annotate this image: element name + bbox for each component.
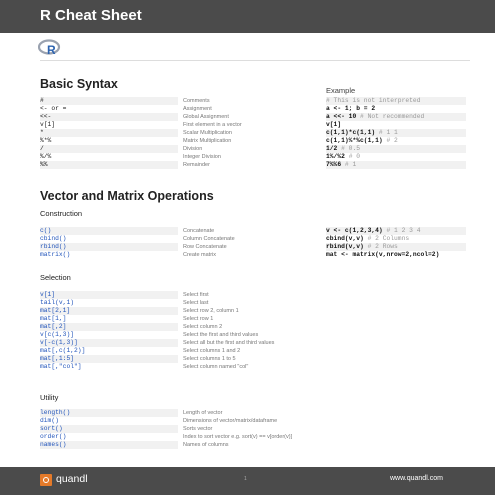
example-code: c(1,1)%*%c(1,1)	[326, 137, 383, 144]
code-description: Select columns 1 and 2	[183, 348, 241, 354]
table-row	[0, 441, 495, 449]
code-example	[326, 227, 420, 235]
code-description: Scalar Multiplication	[183, 130, 232, 136]
code-description: Select row 1	[183, 316, 214, 322]
subsection-title-selection: Selection	[40, 273, 71, 282]
row-shade	[40, 129, 178, 137]
example-code: mat <- matrix(v,nrow=2,ncol=2)	[326, 251, 440, 258]
code-description: First element in a vector	[183, 122, 242, 128]
example-comment: # 1	[344, 161, 357, 168]
code-example	[326, 121, 341, 129]
code-snippet: %%	[40, 161, 48, 168]
code-description: Names of columns	[183, 442, 229, 448]
code-snippet: v[1]	[40, 121, 56, 128]
example-code: cbind(v,v)	[326, 235, 364, 242]
footer-url[interactable]: www.quandl.com	[390, 475, 443, 482]
code-snippet: #	[40, 97, 44, 104]
code-snippet: names()	[40, 441, 67, 448]
code-example	[326, 251, 439, 259]
code-description: Select the first and third values	[183, 332, 259, 338]
table-row	[0, 417, 495, 425]
subsection-title-utility: Utility	[40, 393, 59, 402]
code-description: Dimensions of vector/matrix/dataframe	[183, 418, 278, 424]
table-row	[0, 433, 495, 441]
table-row	[0, 307, 495, 315]
code-example	[326, 137, 398, 145]
page-number: 1	[244, 476, 247, 482]
table-row	[0, 355, 495, 363]
code-description: Select column 2	[183, 324, 223, 330]
r-logo-icon	[38, 39, 62, 57]
code-snippet: v[c(1,3)]	[40, 331, 75, 338]
code-description: Create matrix	[183, 252, 217, 258]
code-snippet: %*%	[40, 137, 52, 144]
code-description: Integer Division	[183, 154, 221, 160]
table-row	[0, 291, 495, 299]
example-code: v <- c(1,2,3,4)	[326, 227, 383, 234]
code-example	[326, 243, 398, 251]
code-snippet: length()	[40, 409, 71, 416]
code-description: Assignment	[183, 106, 212, 112]
code-example	[326, 161, 356, 169]
quandl-logo-icon	[40, 474, 52, 486]
table-row	[0, 153, 495, 161]
code-description: Select columns 1 to 5	[183, 356, 236, 362]
table-row	[0, 363, 495, 371]
example-comment: # 2 Columns	[367, 235, 410, 242]
section-title-basic: Basic Syntax	[40, 77, 118, 91]
code-snippet: <- or =	[40, 105, 67, 112]
table-row	[0, 251, 495, 259]
table-row	[0, 235, 495, 243]
table-row	[0, 409, 495, 417]
example-code: 7%%6	[326, 161, 342, 168]
example-code: c(1,1)*c(1,1)	[326, 129, 376, 136]
code-snippet: c()	[40, 227, 52, 234]
code-description: Length of vector	[183, 410, 223, 416]
row-shade	[40, 417, 178, 425]
footer-brand: quandl	[56, 473, 88, 485]
code-description: Column Concatenate	[183, 236, 235, 242]
code-snippet: <<-	[40, 113, 52, 120]
code-example	[326, 105, 375, 113]
code-description: Select first	[183, 292, 209, 298]
row-shade	[40, 97, 178, 105]
example-code: 1%/%2	[326, 153, 345, 160]
code-snippet: mat[1,]	[40, 315, 67, 322]
example-column-label: Example	[326, 86, 356, 95]
code-description: Matrix Multiplication	[183, 138, 232, 144]
code-snippet: mat[,"col"]	[40, 363, 82, 370]
table-row	[0, 137, 495, 145]
code-description: Select row 2, column 1	[183, 308, 239, 314]
code-description: Select all but the first and third values	[183, 340, 275, 346]
code-snippet: tail(v,1)	[40, 299, 75, 306]
section-title-vector: Vector and Matrix Operations	[40, 189, 214, 203]
table-row	[0, 145, 495, 153]
header-divider	[40, 60, 470, 61]
code-snippet: /	[40, 145, 44, 152]
code-example	[326, 153, 360, 161]
footer-bar	[0, 467, 495, 495]
example-code: 1/2	[326, 145, 338, 152]
code-description: Sorts vector	[183, 426, 213, 432]
row-shade	[40, 113, 178, 121]
row-shade	[326, 121, 466, 129]
code-snippet: mat[,2]	[40, 323, 67, 330]
example-comment: # This is not interpreted	[326, 97, 421, 104]
table-row	[0, 161, 495, 169]
header-bar	[0, 0, 495, 33]
code-example	[326, 235, 409, 243]
row-shade	[40, 137, 178, 145]
table-row	[0, 121, 495, 129]
example-comment: # Not recommended	[360, 113, 425, 120]
table-row	[0, 113, 495, 121]
code-example	[326, 129, 398, 137]
page-title: R Cheat Sheet	[40, 7, 142, 24]
code-snippet: *	[40, 129, 44, 136]
svg-text:R: R	[47, 43, 56, 57]
table-row	[0, 299, 495, 307]
code-snippet: mat[,c(1,2)]	[40, 347, 86, 354]
table-row	[0, 331, 495, 339]
code-snippet: v[-c(1,3)]	[40, 339, 78, 346]
code-snippet: matrix()	[40, 251, 71, 258]
code-snippet: %/%	[40, 153, 52, 160]
code-description: Global Assignment	[183, 114, 229, 120]
code-snippet: sort()	[40, 425, 63, 432]
table-row	[0, 347, 495, 355]
code-example	[326, 113, 424, 121]
table-row	[0, 105, 495, 113]
code-snippet: mat[,1:5]	[40, 355, 75, 362]
code-description: Comments	[183, 98, 210, 104]
table-row	[0, 97, 495, 105]
example-comment: # 1 2 3 4	[386, 227, 421, 234]
table-row	[0, 339, 495, 347]
example-comment: # 0	[348, 153, 361, 160]
table-row	[0, 315, 495, 323]
code-example	[326, 97, 420, 105]
example-comment: # 2	[386, 137, 398, 144]
code-snippet: rbind()	[40, 243, 67, 250]
table-row	[0, 129, 495, 137]
row-shade	[40, 291, 178, 299]
row-shade	[40, 153, 178, 161]
example-code: rbind(v,v)	[326, 243, 364, 250]
table-row	[0, 227, 495, 235]
subsection-title-construction: Construction	[40, 209, 83, 218]
code-snippet: v[1]	[40, 291, 56, 298]
code-description: Select column named "col"	[183, 364, 249, 370]
row-shade	[40, 145, 178, 153]
row-shade	[40, 161, 178, 169]
table-row	[0, 323, 495, 331]
code-snippet: mat[2,1]	[40, 307, 71, 314]
code-description: Select last	[183, 300, 209, 306]
code-example	[326, 145, 360, 153]
example-comment: # 1 1	[378, 129, 398, 136]
table-row	[0, 425, 495, 433]
code-snippet: cbind()	[40, 235, 67, 242]
example-code: a <- 1; b = 2	[326, 105, 376, 112]
example-comment: # 2 Rows	[367, 243, 398, 250]
table-row	[0, 243, 495, 251]
code-description: Index to sort vector e.g. sort(v) == v[order(v)]	[183, 434, 293, 440]
code-description: Concatenate	[183, 228, 215, 234]
code-description: Remainder	[183, 162, 210, 168]
example-comment: # 0.5	[341, 145, 361, 152]
code-snippet: dim()	[40, 417, 59, 424]
row-shade	[40, 121, 178, 129]
code-description: Division	[183, 146, 203, 152]
code-snippet: order()	[40, 433, 67, 440]
example-code: v[1]	[326, 121, 342, 128]
example-code: a <<- 10	[326, 113, 357, 120]
code-description: Row Concatenate	[183, 244, 227, 250]
row-shade	[40, 227, 178, 235]
